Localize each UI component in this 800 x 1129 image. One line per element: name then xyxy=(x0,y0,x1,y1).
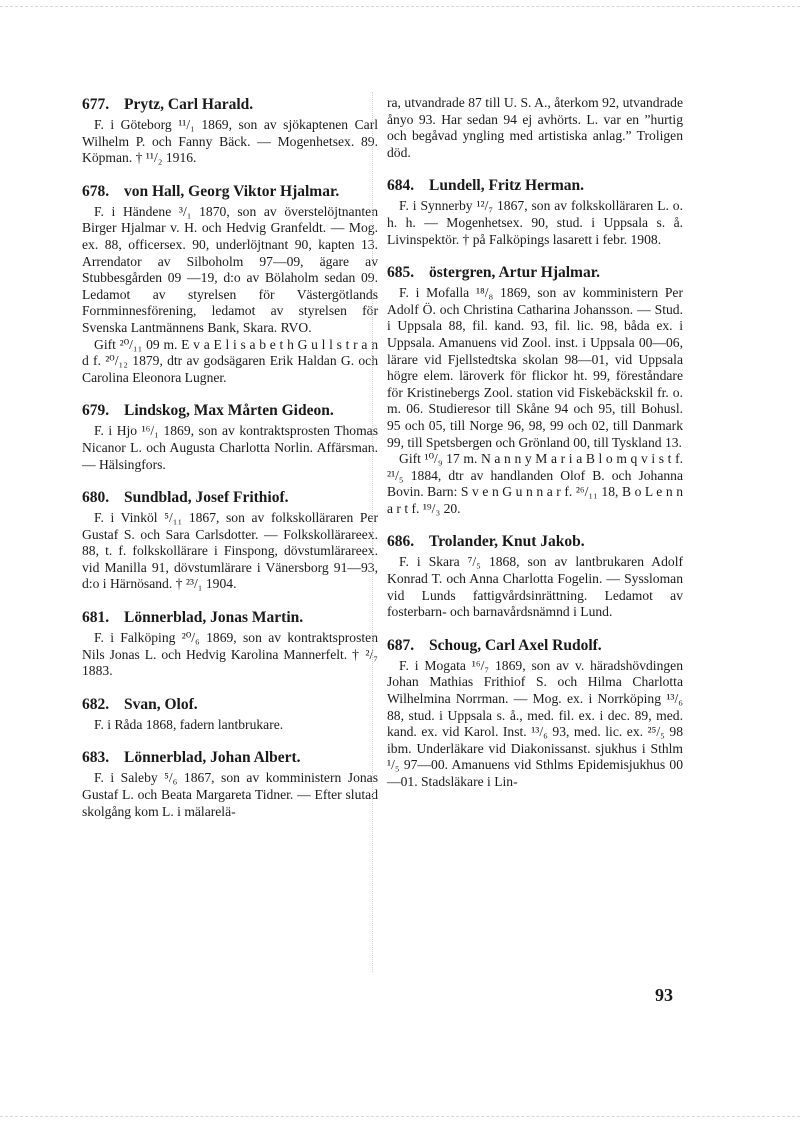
entry-body xyxy=(82,204,378,387)
entry-paragraph: F. i Mogata ¹⁶/₇ 1869, son av v. häradshövdingen Johan Mathias Frithiof S. och Hilma Charlotta Wilhelmina Norrman. — Mog. ex. i Norrköping ¹³/₆ 88, stud. i Uppsala s. å., med. fil. ex. i dec. 89, med. kand. ex. vid Karol. Inst. ¹³/₆ 93, med. lic. ex. ²⁵/₅ 98 ibm. Underläkare vid Diakonissanst. sjukhus i Sthlm ¹/₅ 97—00. Amanuens vid Sthlms Epidemisjukhus 00—01. Stadsläkare i Lin- xyxy=(387,657,683,789)
column-divider xyxy=(372,92,373,972)
entry-number: 680. xyxy=(82,489,110,507)
entry-paragraph: F. i Synnerby ¹²/₇ 1867, son av folkskolläraren L. o. h. h. — Mogenhetsex. 90, stud. i Uppsala s. å. Livinspektör. † på Falköpings lasarett i febr. 1908. xyxy=(387,198,683,247)
entry-body xyxy=(82,770,378,820)
entry-body xyxy=(387,285,683,517)
entry-number: 681. xyxy=(82,609,110,627)
entry-number: 678. xyxy=(82,182,110,200)
biography-entry xyxy=(82,401,378,473)
bottom-scan-edge xyxy=(0,1116,800,1117)
entry-body xyxy=(82,423,378,473)
biography-entry xyxy=(387,636,683,791)
biography-entry xyxy=(387,263,683,517)
entry-number: 683. xyxy=(82,749,110,767)
entry-paragraph: F. i Saleby ⁵/₆ 1867, son av komministern Jonas Gustaf L. och Beata Margareta Tidner. — Efter slutad skolgång kom L. i mälarelä- xyxy=(82,770,378,819)
entry-paragraph: F. i Falköping ²⁰/₆ 1869, son av kontraktsprosten Nils Jonas L. och Hedvig Karolina Mannerfelt. † ²/₇ 1883. xyxy=(82,630,378,679)
entry-paragraph: F. i Råda 1868, fadern lantbrukare. xyxy=(94,716,284,732)
left-column xyxy=(82,95,378,835)
biography-entry xyxy=(387,532,683,620)
entry-name: Prytz, Carl Harald. xyxy=(124,96,254,113)
entry-body xyxy=(82,117,378,167)
entry-paragraph: F. i Mofalla ¹⁸/₈ 1869, son av komministern Per Adolf Ö. och Christina Catharina Johansson. — Stud. i Uppsala 88, fil. kand. 93, fil. lic. 98, båda ex. i Uppsala. Amanuens vid Zool. inst. i Uppsala 00—06, lärare vid Fjellstedtska skolan 98—01, vid Uppsala högre elem. läroverk för flickor ht. 99, föreståndare för Kristinebergs Zool. station vid Fiskebäckskil fr. o. m. 06. Studieresor till Skåne 94 och 95, till Bohusl. 95 och 05, till Norge 96, 98, 99 och 02, till Danmark 99, till Spetsbergen och Grönland 00, till Tyskland 13. xyxy=(387,285,683,450)
biography-entry xyxy=(387,176,683,248)
entry-paragraph: F. i Vinköl ⁵/₁₁ 1867, son av folkskolläraren Per Gustaf S. och Sara Carlsdotter. — Folkskollärareex. 88, t. f. folkskollärare i Finspong, dövstumlärareex. vid Manilla 91, dövstumlärare i Vänersborg 91—93, d:o i Härnösand. † ²³/₁ 1904. xyxy=(82,510,378,592)
entry-body xyxy=(387,658,683,791)
biography-entry xyxy=(82,488,378,593)
right-column xyxy=(387,95,683,806)
entry-number: 679. xyxy=(82,402,110,420)
entry-name: Lundell, Fritz Herman. xyxy=(429,177,584,195)
entry-name: von Hall, Georg Viktor Hjalmar. xyxy=(124,182,340,200)
entry-heading xyxy=(82,748,378,767)
entry-body xyxy=(387,95,683,161)
entry-name: Schoug, Carl Axel Rudolf. xyxy=(429,636,602,654)
entry-body xyxy=(82,717,378,734)
entry-name: Lönnerblad, Jonas Martin. xyxy=(124,609,304,627)
biography-entry xyxy=(82,748,378,820)
entry-body xyxy=(82,510,378,593)
entry-number: 687. xyxy=(387,636,415,654)
entry-heading xyxy=(387,263,683,282)
entry-heading xyxy=(387,636,683,655)
top-scan-edge xyxy=(0,6,800,7)
entry-name: Lönnerblad, Johan Albert. xyxy=(124,749,301,767)
entry-name: Lindskog, Max Mårten Gideon. xyxy=(124,402,334,420)
entry-body xyxy=(387,554,683,620)
entry-heading xyxy=(82,488,378,507)
entry-name: Sundblad, Josef Frithiof. xyxy=(124,489,289,507)
entry-number: 684. xyxy=(387,177,415,195)
entry-paragraph: F. i Göteborg ¹¹/₁ 1869, son av sjökaptenen Carl Wilhelm P. och Fanny Bäck. — Mogenhetsex. 89. Köpman. † ¹¹/₂ 1916. xyxy=(82,117,378,166)
biography-entry xyxy=(387,95,683,161)
entry-number: 677. xyxy=(82,96,110,113)
entry-paragraph: F. i Skara ⁷/₅ 1868, son av lantbrukaren Adolf Konrad T. och Anna Charlotta Fogelin. — Syssloman vid Lunds fattigvårdsinrättning. Ledamot av fosterbarn- och barnavårdsnämnd i Lund. xyxy=(387,554,683,620)
entry-paragraph: ra, utvandrade 87 till U. S. A., återkom 92, utvandrade ånyo 93. Har sedan 94 ej avhörts. L. var en ”hurtig och begåvad yngling med artistiska anlag.” Troligen död. xyxy=(387,95,683,160)
page-number: 93 xyxy=(655,985,673,1005)
entry-heading xyxy=(82,608,378,627)
entry-paragraph: Gift ²⁰/₁₁ 09 m. E v a E l i s a b e t h G u l l s t r a n d f. ²⁰/₁₂ 1879, dtr av godsägaren Erik Haldan G. och Carolina Eleonora Lugner. xyxy=(82,336,378,385)
entry-paragraph: F. i Hjo ¹⁶/₁ 1869, son av kontraktsprosten Thomas Nicanor L. och Augusta Charlotta Norlin. Affärsman. — Hälsingfors. xyxy=(82,423,378,472)
entry-heading xyxy=(82,182,378,201)
entry-name: Trolander, Knut Jakob. xyxy=(429,533,585,551)
entry-name: Svan, Olof. xyxy=(124,695,198,713)
entry-heading xyxy=(387,532,683,551)
entry-heading xyxy=(82,695,378,714)
biography-entry xyxy=(82,95,378,167)
entry-number: 686. xyxy=(387,533,415,551)
biography-entry xyxy=(82,608,378,680)
entry-paragraph: F. i Händene ³/₁ 1870, son av överstelöjtnanten Birger Hjalmar v. H. och Hedvig Granfeldt. — Mog. ex. 88, officersex. 90, underlöjtnant 90, kapten 13. Arrendator av Silboholm 97—09, ägare av Stubbesgården 09 —19, d:o av Bölaholm sedan 09. Ledamot av styrelsen för Västergötlands Fornminnesförening, ledamot av styrelsen för Svenska Lantmännens Bank, Skara. RVO. xyxy=(82,203,378,335)
entry-number: 682. xyxy=(82,695,110,713)
entry-heading xyxy=(387,176,683,195)
entry-body xyxy=(387,198,683,248)
entry-paragraph: Gift ¹⁰/₉ 17 m. N a n n y M a r i a B l o m q v i s t f. ²¹/₅ 1884, dtr av handlanden Olof B. och Johanna Bovin. Barn: S v e n G u n n a r f. ²⁶/₁₁ 18, B o L e n n a r t f. ¹⁹/₃ 20. xyxy=(387,451,683,516)
entry-body xyxy=(82,630,378,680)
entry-heading xyxy=(82,401,378,420)
biography-entry xyxy=(82,695,378,734)
entry-heading xyxy=(82,95,378,114)
biography-entry xyxy=(82,182,378,387)
entry-number: 685. xyxy=(387,264,415,282)
entry-name: östergren, Artur Hjalmar. xyxy=(429,264,601,282)
